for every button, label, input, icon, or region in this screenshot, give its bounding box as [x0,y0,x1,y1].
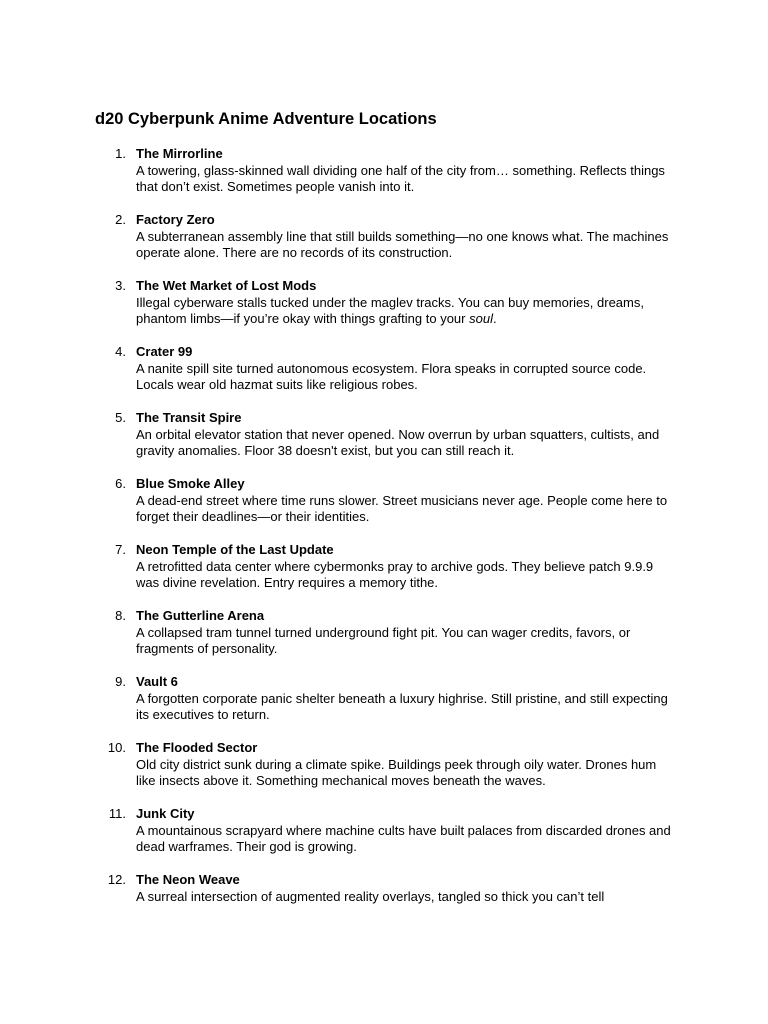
location-description: A retrofitted data center where cybermonks pray to archive gods. They believe patch 9.9.9 was divine revelation. Entry requires a memory tithe. [136,558,654,590]
location-name: The Mirrorline [136,146,223,161]
location-description: A towering, glass-skinned wall dividing one half of the city from… something. Reflects things that don’t exist. Sometimes people vanish into it. [136,162,665,194]
location-name: Vault 6 [136,674,178,689]
item-number: 6. [115,476,126,491]
list-item [0,410,768,460]
list-item [0,278,768,328]
location-description [136,295,676,328]
location-description: A subterranean assembly line that still builds something—no one knows what. The machines operate alone. There are no records of its construction. [136,228,669,260]
list-item [0,674,768,724]
list-item [0,344,768,394]
location-name: Factory Zero [136,212,215,227]
document-title: d20 Cyberpunk Anime Adventure Locations [95,110,437,128]
item-number: 12. [107,872,126,887]
locations-list [0,146,768,922]
location-description: An orbital elevator station that never opened. Now overrun by urban squatters, cultists, and gravity anomalies. Floor 38 doesn't exist, but you can still reach it. [136,426,660,458]
description-emphasis: soul [469,311,493,326]
item-number: 1. [115,146,126,161]
location-description: A nanite spill site turned autonomous ecosystem. Flora speaks in corrupted source code. Locals wear old hazmat suits like religious robes. [136,360,647,392]
item-number: 2. [115,212,126,227]
location-description: A forgotten corporate panic shelter beneath a luxury highrise. Still pristine, and still expecting its executives to return. [136,690,668,722]
list-item [0,608,768,658]
location-description: A collapsed tram tunnel turned underground fight pit. You can wager credits, favors, or fragments of personality. [136,624,631,656]
location-description: A mountainous scrapyard where machine cults have built palaces from discarded drones and dead warframes. Their god is growing. [136,822,671,854]
location-name: The Flooded Sector [136,740,258,755]
list-item [0,212,768,262]
location-description: A surreal intersection of augmented reality overlays, tangled so thick you can’t tell [136,888,605,904]
item-number: 5. [115,410,126,425]
list-item [0,806,768,856]
item-number: 8. [115,608,126,623]
location-name: The Gutterline Arena [136,608,265,623]
list-item [0,872,768,905]
list-item [0,542,768,592]
description-end: . [492,311,497,326]
location-description: Old city district sunk during a climate spike. Buildings peek through oily water. Drones hum like insects above it. Something mechanical moves beneath the waves. [136,756,657,788]
location-description: A dead-end street where time runs slower. Street musicians never age. People come here to forget their deadlines—or their identities. [136,492,668,524]
location-name: Junk City [136,806,195,821]
location-name: The Transit Spire [136,410,242,425]
location-name: Neon Temple of the Last Update [136,542,334,557]
location-name: Crater 99 [136,344,193,359]
item-number: 7. [115,542,126,557]
location-name: Blue Smoke Alley [136,476,245,491]
description-text: Illegal cyberware stalls tucked under the maglev tracks. You can buy memories, dreams, phantom limbs—if you’re okay with things grafting to your [136,294,644,326]
list-item [0,146,768,196]
item-number: 9. [115,674,126,689]
item-number: 3. [115,278,126,293]
list-item [0,476,768,526]
location-name: The Wet Market of Lost Mods [136,278,317,293]
item-number: 10. [107,740,126,755]
location-name: The Neon Weave [136,872,240,887]
item-number: 4. [115,344,126,359]
list-item [0,740,768,790]
item-number: 11. [108,806,126,821]
